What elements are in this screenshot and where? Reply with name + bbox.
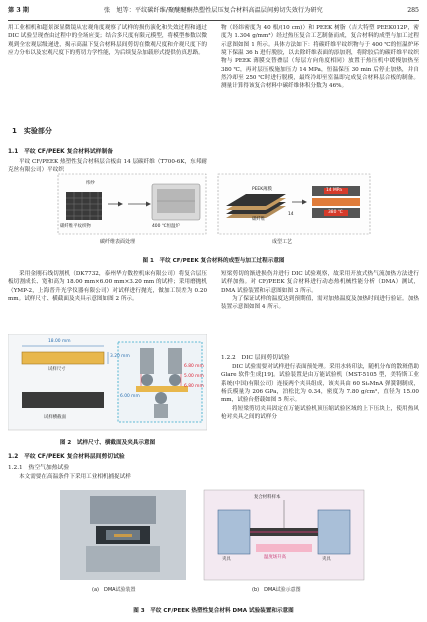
figure-3b-label: (b) DMA试验示意图 bbox=[252, 587, 301, 593]
clamp-label-right: 夹具 bbox=[322, 557, 331, 562]
figure-2-graphic bbox=[8, 334, 207, 432]
left-mid-text bbox=[8, 270, 207, 303]
subsection-1-1-heading: 1.1 平纹 CF/PEEK 复合材料试样制备 bbox=[8, 149, 114, 155]
heating-paragraph: 本文需要在高温条件下采用工业相机捕捉试样 bbox=[19, 474, 131, 480]
cf-fabric-label: 碳纤维 bbox=[252, 217, 266, 222]
subsection-1-2-heading: 1.2 平纹 CF/PEEK 复合材料层间剪切试验 bbox=[8, 454, 125, 460]
dic-paragraph: DIC 试验需要对试样进行表面预处理。采用水转印法，随机分布的散斑借助 Glare 软件生成[19]。试验装置是由万能试验机（MST-5105 型，美特斯工业系统(中国)有限公司）连接两个夹具组成，该夹具由 60 Si₂MnA 弹簧钢制成，杨氏模量为 206 GPa，泊松比为 0.34，密度为 7.80 g/cm³，直径为 15.00 mm，试验台搭载如图 5 所示。 bbox=[221, 364, 419, 404]
specimen-label: 复合材料样本 bbox=[254, 495, 281, 500]
dim-a: 6.80 mm bbox=[184, 364, 204, 369]
page-number: 285 bbox=[407, 7, 419, 14]
dim-length: 18.00 mm bbox=[48, 339, 71, 344]
right-mid-text bbox=[221, 270, 419, 312]
process-paragraph: 物（经纬密度为 40 根/(10 cm)）和 PEEK 树脂（吉大特塑 PEEK012P，密度为 1.304 g/mm³）经过热压复合工艺制备而成，复合材料的成型与加工过程示意图如图 1 所示。具体方法如下：将碳纤维平纹织物与于 400 ℃的恒温炉环境下保温 36 h 进行脱胶，以去除纤维表面的添加剂，将除胶后的碳纤维平纹织物与 PEEK 薄膜交替叠层（每层方向角度相同）放置于热压机中缓慢加热至 380 ℃，再对层压板施加压力 14 MPa，恒温保压 30 min 后停止加热，并自然冷却至 250 ℃时进行脱模，最终冷却至室温即完成复合材料层合板的制备。测量计算得该复合材料中碳纤维体积分数为 46%。 bbox=[221, 25, 419, 90]
figure-3a-label: (a) DMA试验装置 bbox=[92, 587, 136, 593]
heating-verify-paragraph: 为了保证试样的温度达到预期值，需对加热温度及加热时间进行验证。加热装置示意图如图 4 所示。 bbox=[221, 296, 419, 311]
subsection-1-2-1-heading: 1.2.1 热空气加热试验 bbox=[8, 465, 70, 471]
dim-c: 6.80 mm bbox=[184, 384, 204, 389]
panel-a-label: 碳纤维表面处理 bbox=[100, 239, 136, 245]
cutting-paragraph: 采用金刚石线切割机（DK7732，泰州华方数控机床有限公司）将复合层压板切割成长、宽和高为 18.00 mm×6.00 mm×3.20 mm 的试样；采用磨抛机（YMP-2，上海普升光学仪器有限公司）对试样进行抛光，做加工误差为 0.20 mm。试样尺寸、横截面及夹具示意图如图 2 所示。 bbox=[8, 271, 207, 303]
fixture-paragraph: 将短梁剪切夹具固定在万能试验机顶压缩试验区域的上下压块上，使用热风枪对夹具之间的试样分 bbox=[221, 405, 419, 421]
figure-1-caption: 图 1 平纹 CF/PEEK 复合材料的成型与加工过程示意图 bbox=[142, 258, 285, 264]
spool-label: 纬纱 bbox=[86, 181, 95, 186]
header-rule bbox=[8, 20, 419, 21]
figure-3-graphic bbox=[56, 486, 372, 598]
fabric-label: 碳纤维平纹织物 bbox=[60, 224, 91, 229]
layers-label: 14 bbox=[288, 212, 294, 217]
pressure-label: 14 MPa bbox=[326, 188, 342, 193]
right-122-text bbox=[221, 363, 419, 421]
dim-height: 3.20 mm bbox=[110, 354, 130, 359]
figure-2 bbox=[8, 334, 207, 432]
section-1-heading: 1 实验部分 bbox=[12, 127, 52, 135]
figure-3-caption: 图 3 平纹 CF/PEEK 热塑性复合材料 DMA 试验装置和示意图 bbox=[133, 608, 294, 614]
panel-b-label: 成型工艺 bbox=[272, 239, 293, 245]
left-intro-text bbox=[8, 24, 207, 57]
figure-1 bbox=[56, 172, 372, 250]
temp-label: 380 ℃ bbox=[328, 210, 343, 215]
heat-label: 温度场升高 bbox=[264, 555, 286, 560]
dma-paragraph: 短梁剪切的渐进损伤并进行 DIC 试验观察，故采用开放式热气流加热方法进行试样加热。对 CF/PEEK 复合材料进行动态热机械性能分析（DMA）测试，DMA 试验装置和示意图如图 3 所示。 bbox=[221, 271, 419, 294]
figure-2-caption: 图 2 试样尺寸、横截面及夹具示意图 bbox=[59, 440, 156, 446]
right-top-text bbox=[221, 24, 419, 91]
subsection-1-2-2-heading: 1.2.2 DIC 层间剪切试验 bbox=[221, 355, 290, 361]
label-specimen-size: 试样尺寸 bbox=[48, 367, 66, 372]
figure-3 bbox=[56, 486, 372, 598]
running-title: 张 旭等：平纹碳纤维/聚醚醚酮热塑性层压复合材料高温层间剪切失效行为研究 bbox=[104, 7, 323, 14]
dim-width: 6.00 mm bbox=[120, 394, 140, 399]
intro-paragraph: 用工业相机和超景深显微镜从宏观角度观察了试样的损伤演化和失效过程和通过 DIC 试验呈现查由过程中的全场应变；结合多尺度有限元模型，将模型参数以微观到全宏观层级递进，揭示高温下复合材料层间剪切在微观尺度和介观尺度下的应力分布以及宏观尺度下的剪切力学性能，为后续复杂加载形式提供仿真思路。 bbox=[8, 25, 207, 57]
left-bottom-text bbox=[8, 473, 207, 481]
dim-b: 5.00 mm bbox=[184, 374, 204, 379]
label-cross-section: 试样横截面 bbox=[44, 415, 66, 420]
paragraph-1-1: 平纹 CF/PEEK 热塑性复合材料层合板由 14 层碳纤维（T700-6K，东邦耐克丝有限公司）平纹织 bbox=[8, 159, 207, 174]
page-header bbox=[8, 4, 419, 18]
peek-film-label: PEEK薄膜 bbox=[252, 187, 272, 192]
oven-label: 400 ℃恒温炉 bbox=[152, 224, 180, 229]
issue-number: 第 3 期 bbox=[8, 7, 29, 14]
clamp-label-left: 夹具 bbox=[222, 557, 231, 562]
